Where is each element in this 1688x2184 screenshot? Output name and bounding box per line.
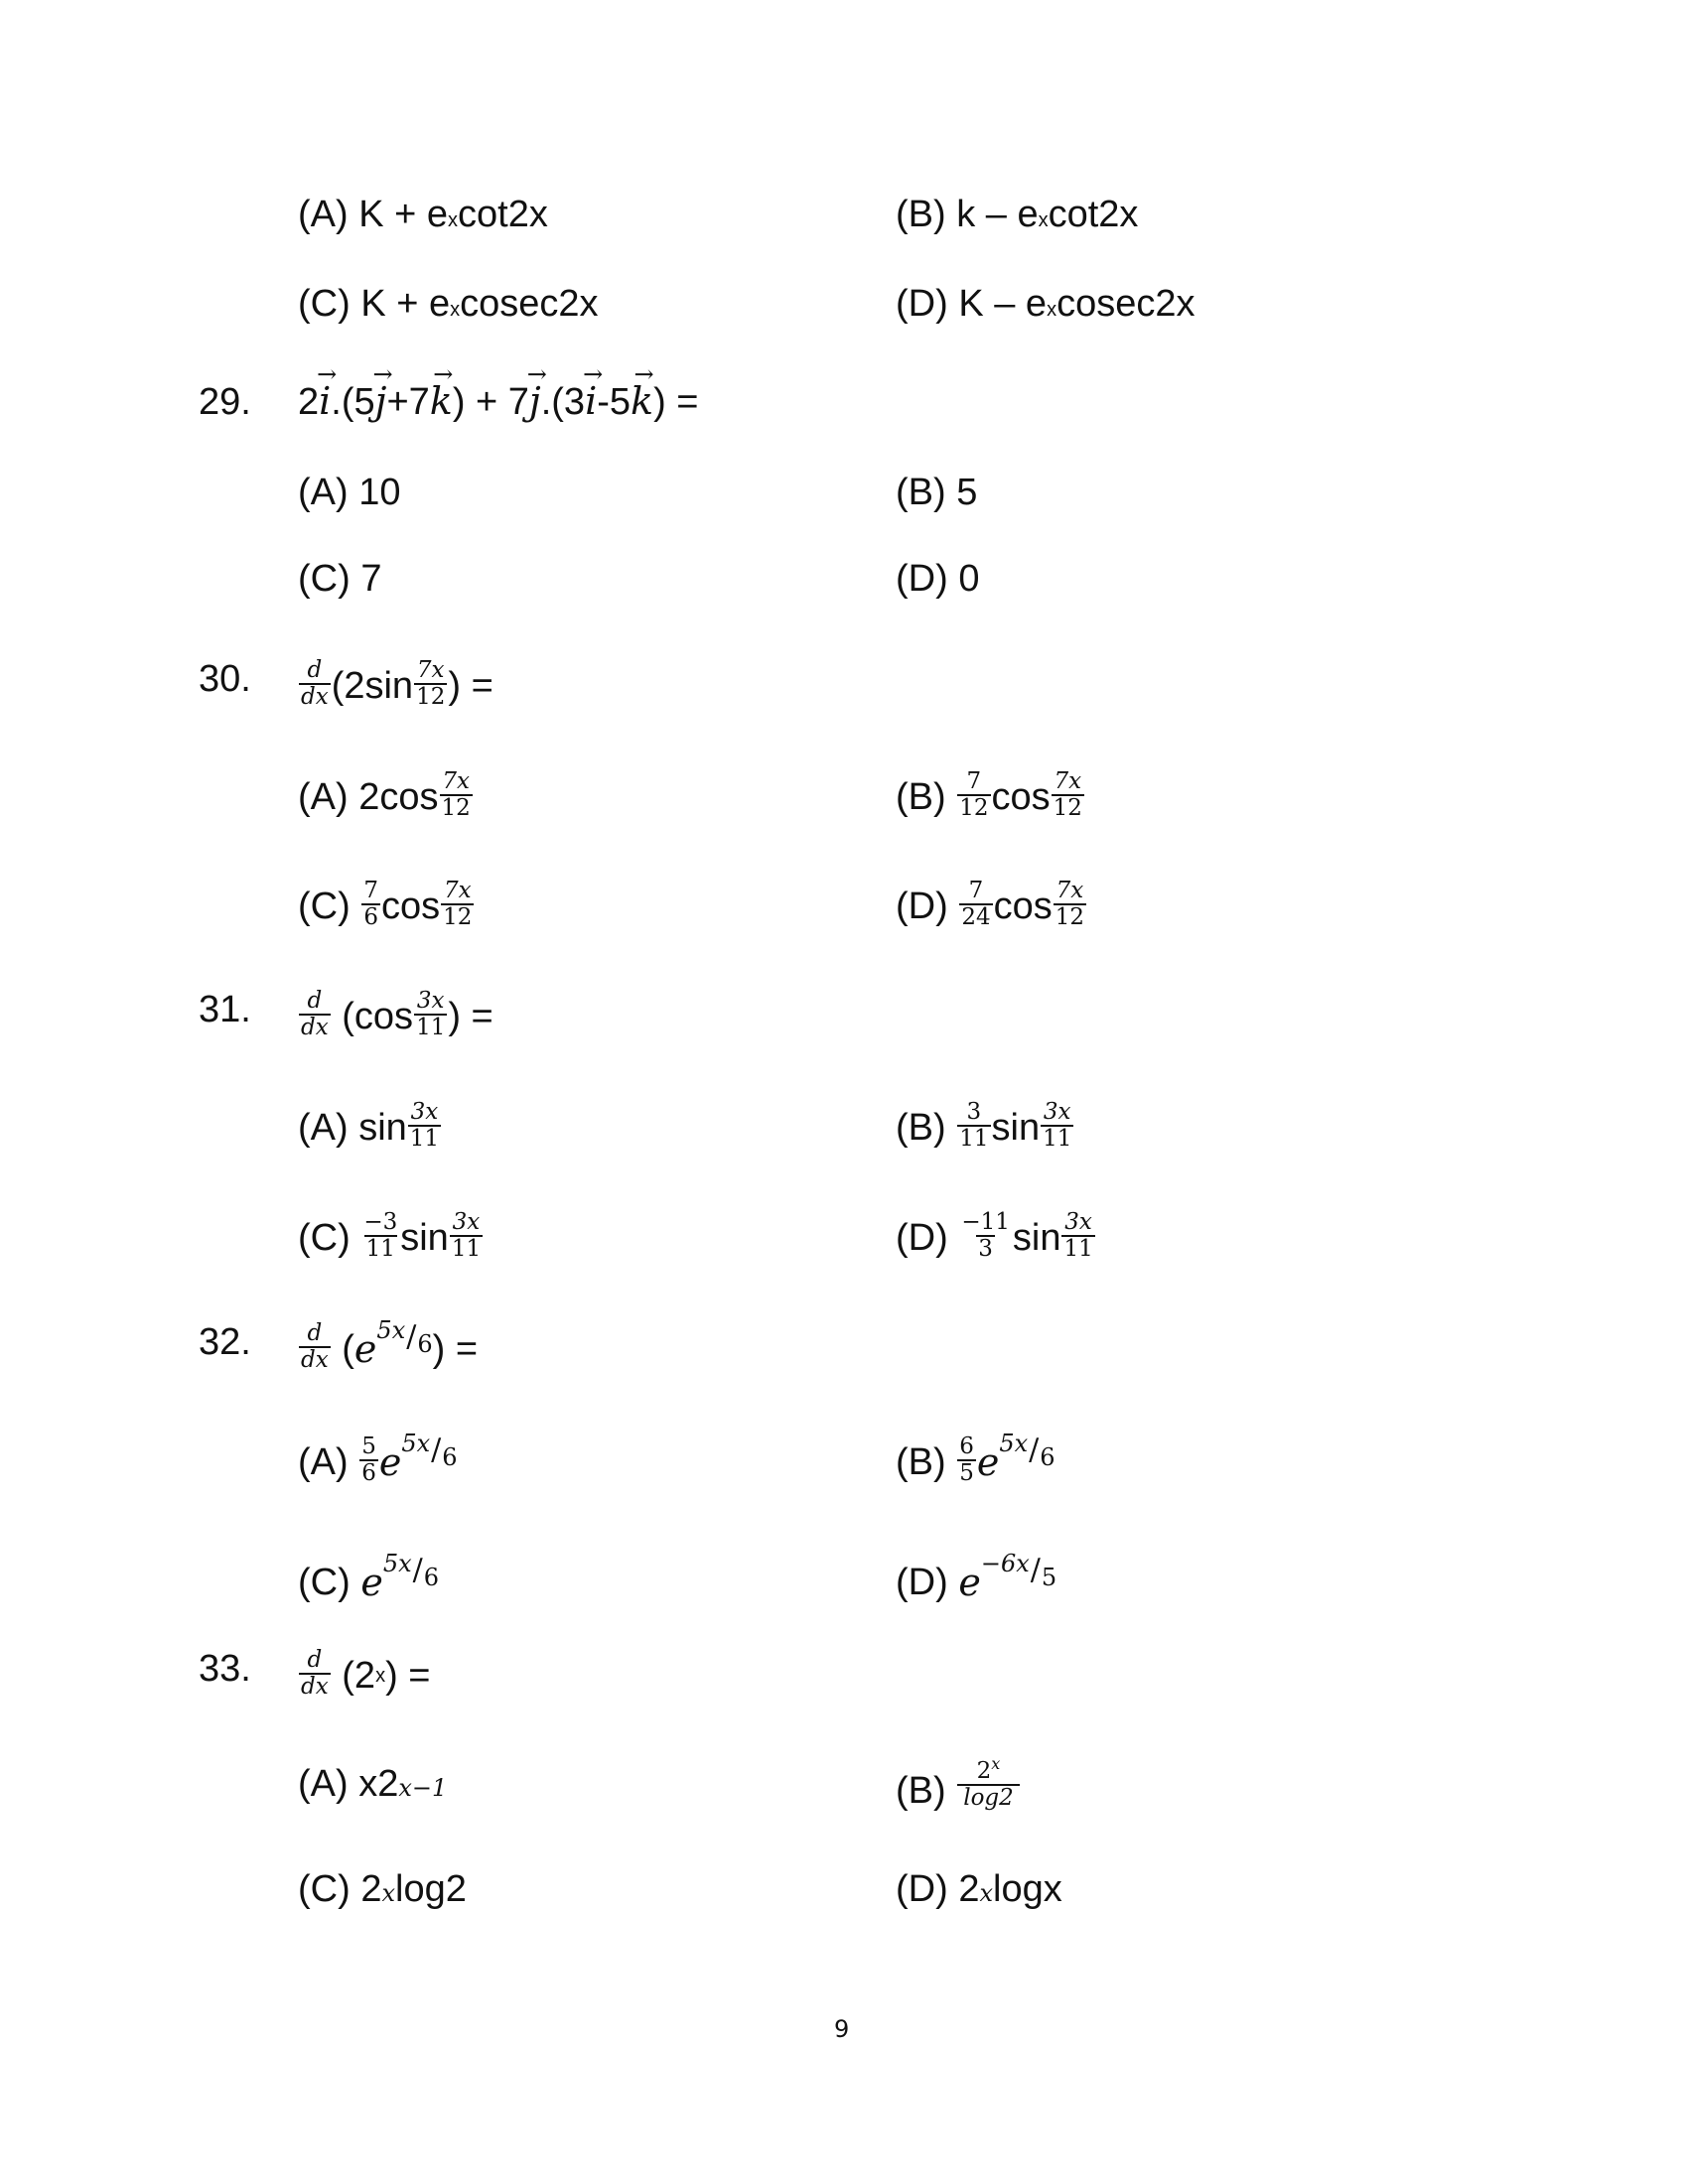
option-text: K – e (958, 283, 1048, 325)
vector-k: → k (430, 382, 453, 420)
stem-text: (2sin (331, 665, 414, 708)
stem-text: (cos (331, 996, 414, 1038)
option-text: K + e (360, 283, 451, 325)
option-text: 10 (358, 472, 401, 513)
option-label: (A) (298, 1441, 349, 1484)
option-label: (C) (298, 1217, 351, 1260)
fraction: $\frac{3x}{11}$ (409, 1099, 440, 1153)
fraction: $\frac{7x}{12}$ (441, 768, 471, 822)
question-number: 33. (199, 1648, 251, 1690)
option-text: cot2x (1048, 194, 1139, 235)
exponent: 5x / 6 (401, 1430, 458, 1472)
option-label: (B) (896, 1107, 946, 1150)
fraction: $\frac{5}{6}$ (361, 1433, 376, 1487)
option-label: (C) (298, 886, 351, 928)
stem-text: ) = (448, 665, 493, 708)
stem-text: ) + 7 (452, 381, 529, 423)
option-text: K + e (358, 194, 449, 235)
fraction: $\frac{7}{6}$ (363, 878, 378, 931)
fraction: $\frac{3x}{11}$ (1063, 1209, 1093, 1263)
exponent: 5x / 6 (376, 1316, 433, 1359)
option-text: 2cos (358, 776, 439, 819)
stem-text: (2 (331, 1655, 376, 1698)
option-label: (A) (298, 472, 349, 513)
option-text: cosec2x (1056, 283, 1196, 325)
question-number: 29. (199, 381, 251, 423)
option-text: x2 (358, 1763, 399, 1805)
fraction: $\frac{7x}{12}$ (416, 657, 446, 711)
option-label: (B) (896, 1770, 946, 1813)
option-text: logx (993, 1868, 1062, 1910)
derivative-operator: $\frac{d}{dx}$ (301, 657, 329, 711)
question-number: 32. (199, 1321, 251, 1363)
stem-text: +7 (386, 381, 430, 423)
vector-k: → k (631, 382, 653, 420)
option-label: (B) (896, 1441, 946, 1484)
option-text: 7 (360, 558, 382, 600)
option-label: (B) (896, 472, 946, 513)
stem-text: ) = (432, 1328, 479, 1371)
fraction: $\frac{7}{12}$ (959, 768, 989, 822)
fraction: $\frac{2^x}{\log 2}$ (957, 1759, 1020, 1811)
question-number: 30. (199, 658, 251, 700)
option-text: cos (991, 776, 1051, 819)
stem-text: ( (331, 1328, 354, 1371)
option-text: sin (358, 1107, 407, 1150)
option-text: cos (993, 886, 1053, 928)
fraction: $\frac{3}{11}$ (959, 1099, 989, 1153)
option-label: (B) (896, 776, 946, 819)
option-label: (C) (298, 283, 351, 325)
page-number: 9 (834, 2015, 850, 2043)
stem-text: ) = (653, 381, 699, 423)
fraction: $\frac{3x}{11}$ (416, 988, 446, 1041)
stem-text: ) = (385, 1655, 431, 1698)
stem-text: ) = (448, 996, 493, 1038)
option-label: (C) (298, 558, 351, 600)
option-label: (A) (298, 194, 349, 235)
stem-text: 2 (298, 381, 320, 423)
option-label: (C) (298, 1868, 351, 1910)
option-label: (D) (896, 558, 948, 600)
option-label: (C) (298, 1562, 351, 1603)
option-text: sin (400, 1217, 449, 1260)
exponent: 5x / 6 (382, 1550, 440, 1591)
option-label: (D) (896, 1562, 948, 1603)
exponent: 5x / 6 (999, 1430, 1055, 1472)
stem-text: .(5 (331, 381, 375, 423)
exponent: −6x / 5 (980, 1550, 1057, 1591)
vector-j: → j (529, 382, 541, 420)
fraction: $\frac{-3}{11}$ (363, 1209, 398, 1263)
option-label: (A) (298, 776, 349, 819)
vector-i: → i (319, 382, 331, 420)
option-label: (A) (298, 1107, 349, 1150)
option-text: 0 (958, 558, 980, 600)
option-text: 5 (956, 472, 978, 513)
vector-j: → j (375, 382, 387, 420)
vector-i: → i (585, 382, 597, 420)
option-text: k – e (956, 194, 1039, 235)
option-label: (D) (896, 1868, 948, 1910)
option-text: cos (380, 886, 441, 928)
fraction: $\frac{7x}{12}$ (1055, 878, 1085, 931)
option-label: (D) (896, 1217, 948, 1260)
fraction: $\frac{-11}{3}$ (961, 1209, 1010, 1263)
option-label: (B) (896, 194, 946, 235)
exp-base: e (958, 1561, 981, 1604)
option-label: (D) (896, 283, 948, 325)
fraction: $\frac{3x}{11}$ (1043, 1099, 1072, 1153)
exp-base: e (378, 1440, 402, 1485)
option-text: log2 (395, 1868, 467, 1910)
option-text: sin (991, 1107, 1041, 1150)
fraction: $\frac{7}{24}$ (961, 878, 991, 931)
option-text: sin (1012, 1217, 1061, 1260)
fraction: $\frac{3x}{11}$ (451, 1209, 482, 1263)
exp-base: e (353, 1327, 377, 1372)
fraction: $\frac{7x}{12}$ (1053, 768, 1082, 822)
fraction: $\frac{6}{5}$ (959, 1433, 974, 1487)
question-number: 31. (199, 989, 251, 1030)
exp-base: e (976, 1440, 1000, 1485)
stem-text: .(3 (540, 381, 586, 423)
option-label: (D) (896, 886, 948, 928)
option-text: 2 (360, 1868, 382, 1910)
stem-text: -5 (597, 381, 632, 423)
option-text: cosec2x (460, 283, 599, 325)
derivative-operator: $\frac{d}{dx}$ (301, 1320, 329, 1374)
derivative-operator: $\frac{d}{dx}$ (301, 1647, 329, 1701)
option-text: 2 (958, 1868, 980, 1910)
fraction: $\frac{7x}{12}$ (443, 878, 473, 931)
option-text: cot2x (458, 194, 548, 235)
option-label: (A) (298, 1763, 349, 1805)
derivative-operator: $\frac{d}{dx}$ (301, 988, 329, 1041)
exp-base: e (360, 1561, 383, 1604)
